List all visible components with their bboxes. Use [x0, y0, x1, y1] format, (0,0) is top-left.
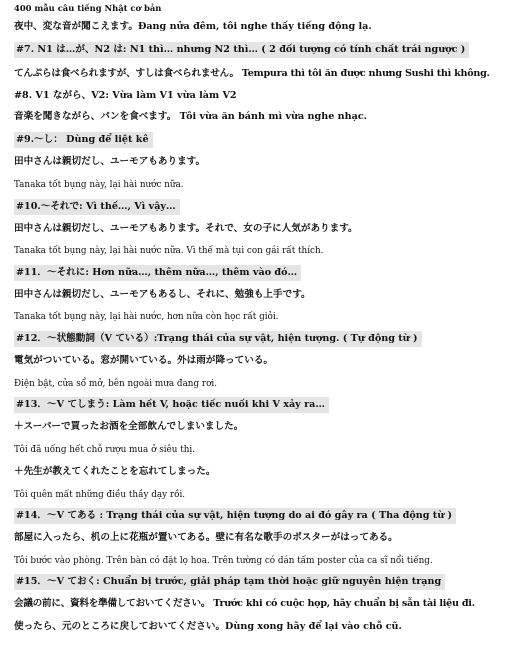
- section-15-heading: #15．～V ておく: Chuẩn bị trước, giải pháp tạm thời hoặc giữ nguyên hiện trạng: [14, 574, 445, 590]
- section-8-heading: #8. V1 ながら、V2: Vừa làm V1 vừa làm V2: [14, 90, 237, 101]
- section-11-japanese: 田中さんは親切だし、ユーモアもあるし、それに、勉強も上手です。: [14, 289, 311, 300]
- section-12-translation: Điện bật, cửa sổ mở, bên ngoài mưa đang rơi.: [14, 379, 218, 389]
- section-8-example: 音楽を聞きながら、パンを食べます。 Tôi vừa ăn bánh mì vừa nghe nhạc.: [14, 111, 368, 122]
- section-9-heading: #9.～し： Dùng để liệt kê: [14, 132, 153, 148]
- section-13-japanese-1: ＋スーパーで買ったお酒を全部飲んでしまいました。: [14, 421, 244, 432]
- section-13-translation-2: Tôi quên mất những điều thầy dạy rồi.: [14, 490, 186, 500]
- document-title: 400 mẫu câu tiếng Nhật cơ bản: [14, 3, 162, 13]
- section-11-heading: #11．～それに: Hơn nữa…, thêm nữa…, thêm vào đó…: [14, 265, 301, 281]
- section-10-translation: Tanaka tốt bụng này, lại hài nước nữa. Vì thế mà tụi con gái rất thích.: [14, 246, 324, 256]
- section-14-japanese: 部屋に入ったら、机の上に花瓶が置いてある。壁に有名な歌手のポスターがはってある。: [14, 532, 398, 543]
- section-11-translation: Tanaka tốt bụng này, lại hài nước, hơn nữa còn học rất giỏi.: [14, 312, 279, 322]
- intro-sentence: 夜中、変な音が聞こえます。Đang nửa đêm, tôi nghe thấy tiếng động lạ.: [14, 21, 372, 32]
- section-14-heading: #14．～V てある : Trạng thái của sự vật, hiện tượng do ai đó gây ra ( Tha động từ ): [14, 508, 456, 524]
- section-13-heading: #13．～V てしまう: Làm hết V, hoặc tiếc nuối khi V xảy ra…: [14, 397, 329, 413]
- section-12-heading: #12．～状態動詞（V ている）:Trạng thái của sự vật, hiện tượng. ( Tự động từ ): [14, 331, 422, 347]
- section-9-japanese: 田中さんは親切だし、ユーモアもあります。: [14, 156, 206, 167]
- section-10-heading: #10.～それで: Vì thế…, Vì vậy…: [14, 199, 180, 215]
- section-13-translation-1: Tôi đã uống hết chỗ rượu mua ở siêu thị.: [14, 445, 196, 455]
- section-10-japanese: 田中さんは親切だし、ユーモアもあります。それで、女の子に人気があります。: [14, 223, 358, 234]
- section-9-translation: Tanaka tốt bụng này, lại hài nước nữa.: [14, 180, 184, 190]
- section-12-japanese: 電気がついている。窓が開いている。外は雨が降っている。: [14, 355, 274, 366]
- section-7-example: てんぷらは食べられますが、すしは食べられません。 Tempura thì tôi ăn được nhưng Sushi thì không.: [14, 68, 490, 79]
- section-15-example-2: 使ったら、元のところに戻しておいてください。Dùng xong hãy để lại vào chỗ cũ.: [14, 621, 402, 632]
- section-13-japanese-2: ＋先生が教えてくれたことを忘れてしまった。: [14, 466, 216, 477]
- section-15-example-1: 会議の前に、資料を準備しておいてください。 Trước khi có cuộc họp, hãy chuẩn bị sẵn tài liệu đi.: [14, 598, 475, 609]
- section-7-heading: #7. N1 は…が、N2 は: N1 thì… nhưng N2 thì… ( 2 đối tượng có tính chất trái ngược ): [14, 42, 469, 58]
- section-14-translation: Tôi bước vào phòng. Trên bàn có đặt lọ hoa. Trên tường có dán tấm poster của ca sĩ nổi tiếng.: [14, 556, 433, 566]
